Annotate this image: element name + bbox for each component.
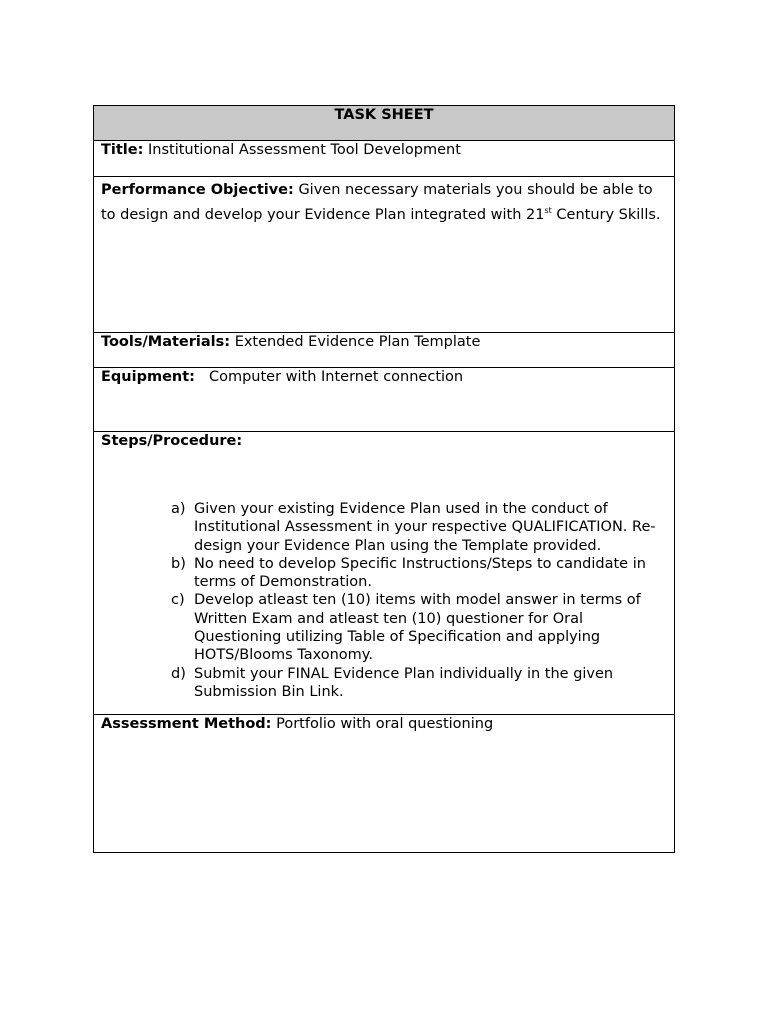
list-item-text: Given your existing Evidence Plan used in the conduct of Institutional Assessment in your respective QUALIFICATION. Re-design your Evidence Plan using the Template provided. xyxy=(194,501,656,554)
list-item-marker: c) xyxy=(171,592,185,609)
ordinal-superscript: st xyxy=(544,206,552,215)
equipment-label: Equipment: xyxy=(101,369,195,385)
list-item-marker: a) xyxy=(171,501,186,517)
steps-procedure-row xyxy=(94,431,674,714)
steps-list xyxy=(101,500,667,701)
assessment-method-value: Portfolio with oral questioning xyxy=(276,716,494,732)
assessment-method-label: Assessment Method: xyxy=(101,716,272,732)
task-sheet-table xyxy=(93,105,675,853)
tools-materials-row xyxy=(94,332,674,367)
list-item xyxy=(171,555,667,592)
assessment-method-row xyxy=(94,714,674,852)
list-item-marker: b) xyxy=(171,555,186,572)
list-item-text: No need to develop Specific Instructions/Steps to candidate in terms of Demonstration. xyxy=(194,555,646,591)
list-item xyxy=(171,665,667,702)
table-header-title: TASK SHEET xyxy=(334,107,434,123)
steps-procedure-label: Steps/Procedure: xyxy=(101,433,243,449)
equipment-row xyxy=(94,367,674,431)
title-value: Institutional Assessment Tool Development xyxy=(148,142,461,158)
list-item-text: Develop atleast ten (10) items with model answer in terms of Written Exam and atleast ten (10) questioner for Oral Questioning utilizing Table of Specification and applying HOTS/Blooms Taxonomy. xyxy=(194,592,641,664)
performance-objective-text-end: Century Skills. xyxy=(556,207,661,223)
performance-objective-label: Performance Objective: xyxy=(101,182,294,198)
list-item-marker: d) xyxy=(171,665,186,682)
tools-materials-label: Tools/Materials: xyxy=(101,334,231,350)
tools-materials-value: Extended Evidence Plan Template xyxy=(234,334,481,350)
equipment-value: Computer with Internet connection xyxy=(208,369,464,385)
table-header-row xyxy=(94,106,674,140)
title-label: Title: xyxy=(101,142,144,158)
list-item-text: Submit your FINAL Evidence Plan individually in the given Submission Bin Link. xyxy=(194,665,614,700)
list-item xyxy=(171,591,667,664)
performance-objective-row xyxy=(94,176,674,332)
list-item xyxy=(171,500,667,555)
title-row xyxy=(94,140,674,176)
performance-objective-text: Given necessary materials you should be able to to design and develop your Evidence Plan integrated with 21 xyxy=(101,182,653,223)
